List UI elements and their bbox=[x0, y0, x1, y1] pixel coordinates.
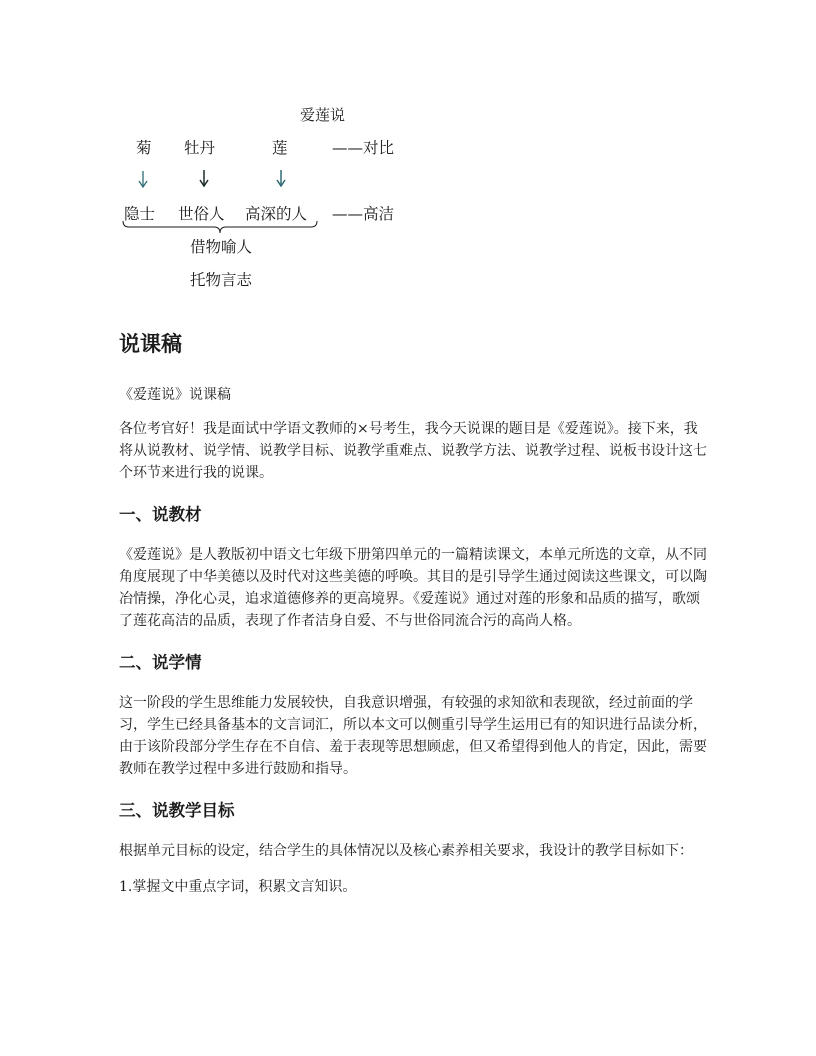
intro-paragraph: 各位考官好！我是面试中学语文教师的×号考生，我今天说课的题目是《爱莲说》。接下来，我将从说教材、说学情、说教学目标、说教学重难点、说教学方法、说教学过程、说板书设计这七个环节来进行我的说课。 bbox=[119, 421, 707, 481]
diagram-bottom-item-noble: 高深的人 bbox=[245, 205, 308, 223]
document-body bbox=[119, 326, 709, 912]
diagram-bottom-item-hermit: 隐士 bbox=[124, 205, 156, 223]
diagram-bottom-note: ——高洁 bbox=[332, 205, 395, 223]
diagram-line-metaphor: 借物喻人 bbox=[190, 238, 253, 256]
document-subtitle: 《爱莲说》说课稿 bbox=[119, 387, 231, 403]
diagram-top-item-peony: 牡丹 bbox=[184, 139, 216, 157]
diagram-bottom-item-worldly: 世俗人 bbox=[178, 205, 225, 223]
section-heading-students: 二、说学情 bbox=[119, 653, 202, 672]
section-heading-objectives: 三、说教学目标 bbox=[119, 801, 235, 820]
diagram-line-aspiration: 托物言志 bbox=[190, 271, 253, 289]
board-diagram bbox=[118, 96, 438, 296]
diagram-top-note: ——对比 bbox=[332, 139, 395, 157]
down-arrow-icon bbox=[137, 170, 149, 190]
page-heading: 说课稿 bbox=[119, 332, 182, 356]
section-paragraph-students: 这一阶段的学生思维能力发展较快，自我意识增强，有较强的求知欲和表现欲，经过前面的学习，学生已经具备基本的文言词汇，所以本文可以侧重引导学生运用已有的知识进行品读分析，由于该阶段部分学生存在不自信、羞于表现等思想顾虑，但又希望得到他人的肯定，因此，需要教师在教学过程中多进行鼓励和指导。 bbox=[119, 695, 707, 777]
grouping-brace bbox=[122, 220, 318, 234]
down-arrow-icon bbox=[275, 169, 287, 189]
diagram-top-item-chrysanthemum: 菊 bbox=[136, 139, 152, 157]
down-arrow-icon bbox=[198, 169, 210, 189]
section-heading-textbook: 一、说教材 bbox=[119, 505, 202, 524]
objective-item: 1.掌握文中重点字词，积累文言知识。 bbox=[119, 879, 357, 895]
section-paragraph-textbook: 《爱莲说》是人教版初中语文七年级下册第四单元的一篇精读课文，本单元所选的文章，从不同角度展现了中华美德以及时代对这些美德的呼唤。其目的是引导学生通过阅读这些课文，可以陶冶情操，净化心灵，追求道德修养的更高境界。《爱莲说》通过对莲的形象和品质的描写，歌颂了莲花高洁的品质，表现了作者洁身自爱、不与世俗同流合污的高尚人格。 bbox=[119, 547, 707, 629]
diagram-title: 爱莲说 bbox=[300, 106, 346, 124]
section-paragraph-objectives: 根据单元目标的设定，结合学生的具体情况以及核心素养相关要求，我设计的教学目标如下： bbox=[119, 843, 693, 859]
diagram-top-item-lotus: 莲 bbox=[272, 139, 288, 157]
